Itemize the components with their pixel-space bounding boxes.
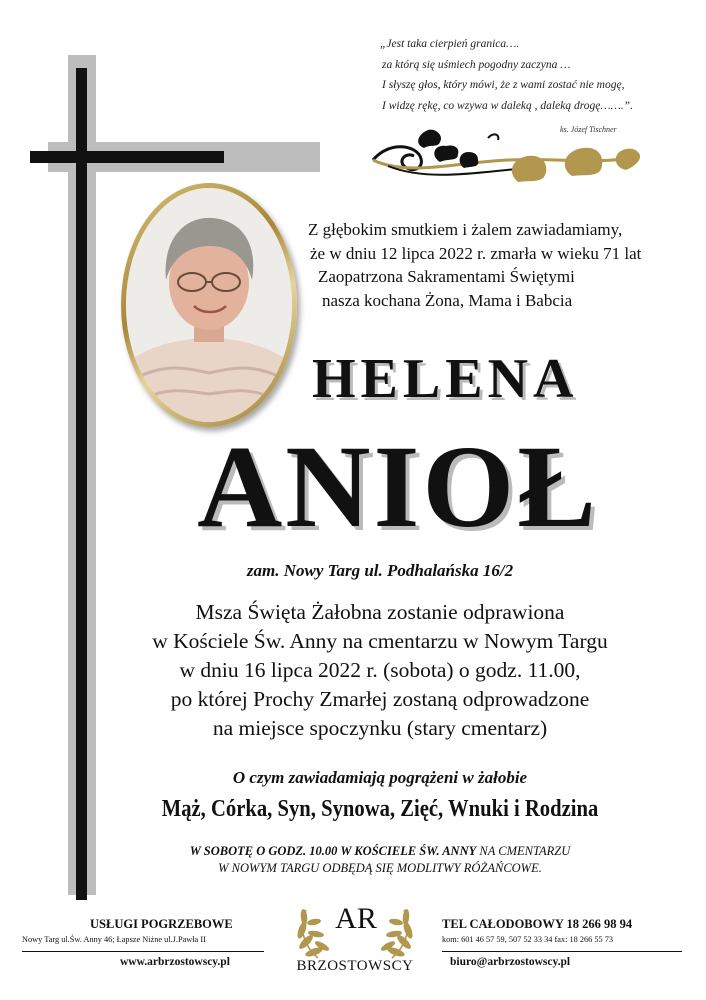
rosary-line-1 [80, 843, 680, 860]
quote-line: I widzę rękę, co wzywa w daleką , daleką drogę…….”. [382, 99, 633, 112]
rosary-bold: W SOBOTĘ O GODZ. 10.00 W KOŚCIELE ŚW. ANNY [189, 844, 477, 858]
rosary-info [80, 843, 680, 877]
intro-line: nasza kochana Żona, Mama i Babcia [322, 290, 573, 310]
quote [380, 34, 680, 116]
phone-numbers: kom: 601 46 57 59, 507 52 33 34 fax: 18 266 55 73 [442, 935, 614, 944]
mass-line: w Kościele Św. Anny na cmentarzu w Nowym Targu [152, 629, 608, 653]
quote-line: „Jest taka cierpień granica…. [380, 38, 520, 50]
mass-line: Msza Święta Żałobna zostanie odprawiona [195, 600, 565, 624]
phone-title: TEL CAŁODOBOWY 18 266 98 94 [442, 917, 633, 931]
deceased-last-name: ANIOŁ [197, 421, 599, 552]
inform-line: O czym zawiadamiają pogrążeni w żałobie [232, 768, 528, 787]
rosary-line-2: W NOWYM TARGU ODBĘDĄ SIĘ MODLITWY RÓŻAŃCOWE. [218, 861, 542, 875]
funeral-services-title: USŁUGI POGRZEBOWE [90, 917, 233, 931]
quote-line: za którą się uśmiech pogodny zaczyna … [382, 58, 571, 71]
cross-arm [30, 151, 224, 163]
email-link[interactable]: biuro@arbrzostowscy.pl [450, 956, 571, 968]
intro-line: Z głębokim smutkiem i żalem zawiadamiamy, [308, 220, 623, 239]
intro-line: Zaopatrzona Sakramentami Świętymi [318, 267, 575, 286]
website-link[interactable]: www.arbrzostowscy.pl [120, 956, 230, 968]
deceased-address: zam. Nowy Targ ul. Podhalańska 16/2 [246, 561, 514, 580]
quote-line: I słyszę głos, który mówi, że z wami zostać nie mogę, [382, 79, 625, 91]
family-line: Mąż, Córka, Syn, Synowa, Zięć, Wnuki i Rodzina [161, 796, 599, 822]
funeral-services-address: Nowy Targ ul.Św. Anny 46; Łapsze Niżne ul.J.Pawła II [22, 935, 206, 944]
intro-line: że w dniu 12 lipca 2022 r. zmarła w wieku 71 lat [310, 243, 642, 263]
deceased-first-name: HELENA [312, 348, 579, 410]
footer-divider-left [22, 951, 264, 952]
vine-leaves-ornament [368, 122, 668, 202]
announcement-intro [300, 218, 680, 312]
mass-line: po której Prochy Zmarłej zostaną odprowadzone [170, 687, 590, 711]
portrait-photo [126, 188, 292, 422]
logo-letters: AR [335, 902, 377, 935]
mass-line: w dniu 16 lipca 2022 r. (sobota) o godz. 11.00, [179, 658, 581, 682]
rosary-rest: NA CMENTARZU [476, 844, 571, 858]
quote-author: ks. Józef Tischner [560, 125, 617, 134]
mass-info [80, 598, 680, 743]
mass-line: na miejsce spoczynku (stary cmentarz) [212, 716, 548, 740]
footer-divider-right [442, 951, 682, 952]
logo-name: BRZOSTOWSCY [296, 958, 414, 974]
